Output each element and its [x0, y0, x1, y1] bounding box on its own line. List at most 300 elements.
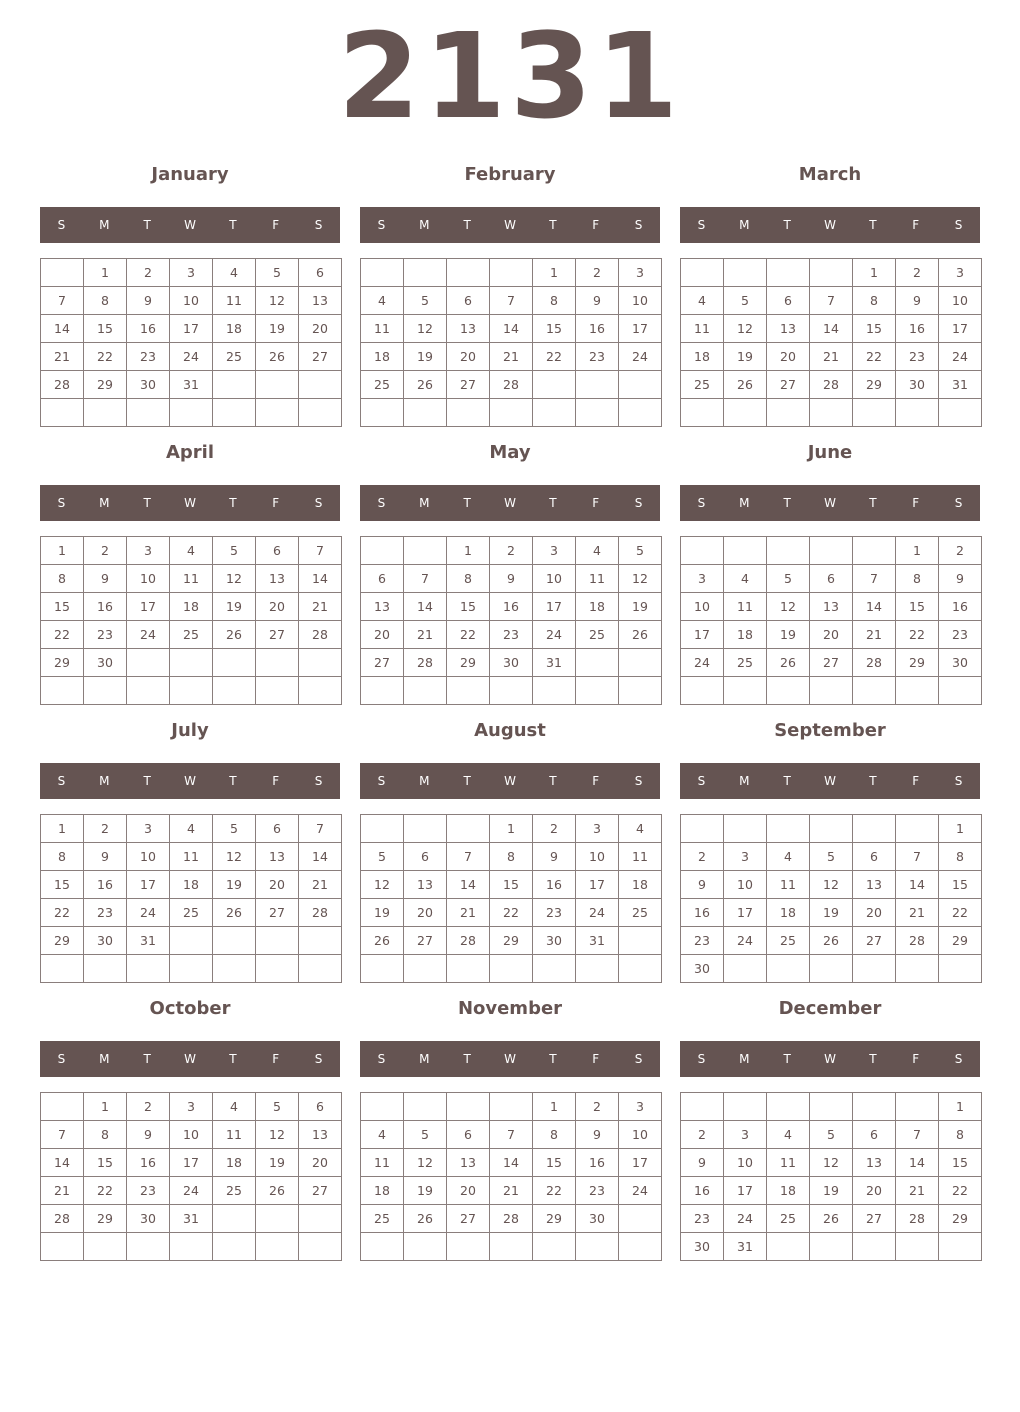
empty-day-cell: [404, 259, 447, 287]
weekday-header: [680, 485, 980, 521]
day-cell: 15: [939, 871, 982, 899]
day-cell: 4: [681, 287, 724, 315]
day-cell: 11: [619, 843, 662, 871]
empty-day-cell: [361, 259, 404, 287]
day-cell: 26: [724, 371, 767, 399]
day-cell: 25: [361, 371, 404, 399]
weekday-label: T: [783, 1052, 791, 1066]
day-cell: 28: [896, 1205, 939, 1233]
empty-day-cell: [170, 399, 213, 427]
day-cell: 16: [127, 1149, 170, 1177]
day-cell: 26: [213, 899, 256, 927]
day-cell: 10: [619, 1121, 662, 1149]
weekday-label: F: [272, 218, 280, 232]
empty-day-cell: [576, 955, 619, 983]
day-cell: 28: [447, 927, 490, 955]
day-cell: 24: [127, 621, 170, 649]
day-cell: 16: [84, 593, 127, 621]
day-cell: 29: [84, 371, 127, 399]
day-cell: 11: [170, 565, 213, 593]
day-cell: 22: [853, 343, 896, 371]
day-cell: 7: [490, 1121, 533, 1149]
day-cell: 10: [127, 565, 170, 593]
empty-day-cell: [576, 399, 619, 427]
day-cell: 3: [724, 843, 767, 871]
empty-day-cell: [853, 537, 896, 565]
day-cell: 11: [724, 593, 767, 621]
day-cell: 9: [576, 1121, 619, 1149]
empty-day-cell: [810, 259, 853, 287]
day-cell: 18: [619, 871, 662, 899]
day-cell: 26: [256, 1177, 299, 1205]
month-name: February: [464, 164, 556, 185]
weekday-label: W: [504, 774, 516, 788]
day-cell: 20: [810, 621, 853, 649]
day-cell: 7: [299, 537, 342, 565]
day-cell: 11: [767, 871, 810, 899]
empty-day-cell: [767, 399, 810, 427]
week-row: [681, 927, 982, 955]
empty-day-cell: [681, 399, 724, 427]
day-cell: 10: [170, 1121, 213, 1149]
empty-day-cell: [810, 955, 853, 983]
day-cell: 3: [619, 1093, 662, 1121]
day-cell: 1: [41, 815, 84, 843]
weekday-label: S: [954, 218, 963, 232]
week-row: [681, 371, 982, 399]
day-cell: 6: [361, 565, 404, 593]
empty-day-cell: [41, 1233, 84, 1261]
empty-day-cell: [127, 677, 170, 705]
weekday-header: [40, 485, 340, 521]
month-name: December: [778, 998, 882, 1019]
weekday-label: M: [99, 1052, 110, 1066]
empty-day-cell: [404, 537, 447, 565]
empty-day-cell: [724, 537, 767, 565]
weekday-label: M: [739, 496, 750, 510]
empty-day-cell: [896, 677, 939, 705]
day-cell: 23: [84, 899, 127, 927]
empty-day-cell: [681, 259, 724, 287]
week-row: [41, 1093, 342, 1121]
weekday-label: T: [463, 496, 471, 510]
day-cell: 4: [170, 815, 213, 843]
day-cell: 17: [170, 315, 213, 343]
empty-day-cell: [213, 399, 256, 427]
day-cell: 15: [84, 315, 127, 343]
day-cell: 24: [681, 649, 724, 677]
empty-day-cell: [361, 1093, 404, 1121]
weekday-label: F: [592, 774, 600, 788]
day-cell: 4: [213, 1093, 256, 1121]
day-cell: 12: [213, 565, 256, 593]
weekday-header: [40, 207, 340, 243]
week-row: [41, 815, 342, 843]
week-row: [41, 955, 342, 983]
day-cell: 10: [724, 871, 767, 899]
weekday-label: W: [504, 218, 516, 232]
week-row: [41, 259, 342, 287]
day-cell: 8: [533, 287, 576, 315]
weekday-label: M: [419, 774, 430, 788]
day-cell: 30: [681, 1233, 724, 1261]
empty-day-cell: [810, 537, 853, 565]
empty-day-cell: [361, 815, 404, 843]
week-row: [361, 815, 662, 843]
empty-day-cell: [767, 259, 810, 287]
day-cell: 9: [490, 565, 533, 593]
day-cell: 27: [767, 371, 810, 399]
day-cell: 26: [810, 1205, 853, 1233]
day-cell: 24: [619, 1177, 662, 1205]
day-cell: 10: [724, 1149, 767, 1177]
week-row: [681, 593, 982, 621]
week-row: [361, 259, 662, 287]
empty-day-cell: [490, 955, 533, 983]
weekday-label: S: [57, 496, 66, 510]
empty-day-cell: [170, 677, 213, 705]
month-name: November: [457, 998, 563, 1019]
week-row: [41, 1177, 342, 1205]
day-cell: 4: [767, 1121, 810, 1149]
day-cell: 21: [41, 343, 84, 371]
day-cell: 23: [576, 1177, 619, 1205]
empty-day-cell: [404, 1093, 447, 1121]
week-row: [361, 871, 662, 899]
day-cell: 5: [767, 565, 810, 593]
day-cell: 15: [41, 871, 84, 899]
weekday-label: W: [184, 496, 196, 510]
day-cell: 7: [447, 843, 490, 871]
weekday-label: S: [634, 774, 643, 788]
weekday-label: T: [783, 496, 791, 510]
weekday-label: M: [99, 218, 110, 232]
day-cell: 22: [939, 1177, 982, 1205]
day-cell: 12: [361, 871, 404, 899]
empty-day-cell: [767, 1233, 810, 1261]
empty-day-cell: [619, 955, 662, 983]
empty-day-cell: [681, 677, 724, 705]
day-cell: 11: [361, 1149, 404, 1177]
week-row: [681, 1233, 982, 1261]
week-row: [41, 1121, 342, 1149]
day-cell: 13: [810, 593, 853, 621]
day-cell: 2: [681, 1121, 724, 1149]
day-cell: 16: [576, 315, 619, 343]
day-cell: 26: [767, 649, 810, 677]
week-row: [361, 843, 662, 871]
day-cell: 25: [724, 649, 767, 677]
day-cell: 3: [619, 259, 662, 287]
empty-day-cell: [299, 677, 342, 705]
day-cell: 10: [576, 843, 619, 871]
empty-day-cell: [213, 677, 256, 705]
week-row: [361, 593, 662, 621]
weekday-header: [680, 763, 980, 799]
day-cell: 21: [490, 1177, 533, 1205]
day-cell: 22: [896, 621, 939, 649]
month-name: September: [774, 720, 886, 741]
weekday-label: S: [314, 218, 323, 232]
empty-day-cell: [619, 371, 662, 399]
day-cell: 8: [896, 565, 939, 593]
week-row: [361, 899, 662, 927]
day-cell: 9: [127, 1121, 170, 1149]
day-cell: 2: [84, 815, 127, 843]
day-cell: 10: [681, 593, 724, 621]
empty-day-cell: [41, 677, 84, 705]
weekday-label: F: [272, 774, 280, 788]
weekday-label: F: [592, 496, 600, 510]
weekday-label: F: [912, 1052, 920, 1066]
day-cell: 8: [490, 843, 533, 871]
day-cell: 13: [447, 1149, 490, 1177]
day-cell: 25: [213, 343, 256, 371]
day-cell: 15: [896, 593, 939, 621]
week-row: [361, 677, 662, 705]
day-cell: 30: [533, 927, 576, 955]
day-cell: 22: [490, 899, 533, 927]
day-cell: 26: [404, 371, 447, 399]
day-cell: 3: [170, 1093, 213, 1121]
weekday-label: W: [824, 1052, 836, 1066]
day-cell: 9: [127, 287, 170, 315]
day-cell: 18: [767, 1177, 810, 1205]
day-cell: 30: [127, 371, 170, 399]
weekday-label: S: [954, 774, 963, 788]
day-cell: 26: [256, 343, 299, 371]
weekday-label: T: [143, 218, 151, 232]
day-cell: 30: [84, 649, 127, 677]
empty-day-cell: [810, 1093, 853, 1121]
weekday-label: W: [504, 1052, 516, 1066]
day-cell: 11: [681, 315, 724, 343]
day-cell: 30: [681, 955, 724, 983]
day-cell: 3: [576, 815, 619, 843]
day-cell: 20: [767, 343, 810, 371]
empty-day-cell: [447, 815, 490, 843]
day-cell: 6: [404, 843, 447, 871]
empty-day-cell: [299, 371, 342, 399]
empty-day-cell: [619, 927, 662, 955]
day-cell: 16: [127, 315, 170, 343]
day-cell: 23: [939, 621, 982, 649]
day-cell: 28: [853, 649, 896, 677]
week-row: [681, 287, 982, 315]
day-cell: 1: [84, 1093, 127, 1121]
day-cell: 31: [533, 649, 576, 677]
empty-day-cell: [447, 1233, 490, 1261]
empty-day-cell: [213, 927, 256, 955]
day-cell: 13: [853, 1149, 896, 1177]
week-row: [41, 399, 342, 427]
day-grid: [40, 258, 342, 427]
day-cell: 13: [853, 871, 896, 899]
day-cell: 2: [939, 537, 982, 565]
empty-day-cell: [896, 1093, 939, 1121]
day-cell: 4: [170, 537, 213, 565]
week-row: [681, 315, 982, 343]
day-cell: 21: [299, 593, 342, 621]
weekday-label: T: [229, 218, 237, 232]
day-grid: [680, 814, 982, 983]
day-cell: 15: [41, 593, 84, 621]
day-cell: 12: [767, 593, 810, 621]
day-cell: 24: [576, 899, 619, 927]
day-cell: 27: [853, 927, 896, 955]
empty-day-cell: [490, 1093, 533, 1121]
day-grid: [360, 814, 662, 983]
weekday-label: W: [504, 496, 516, 510]
day-cell: 5: [724, 287, 767, 315]
weekday-label: M: [739, 774, 750, 788]
day-cell: 17: [619, 1149, 662, 1177]
empty-day-cell: [256, 1205, 299, 1233]
day-cell: 13: [299, 287, 342, 315]
week-row: [41, 871, 342, 899]
empty-day-cell: [41, 1093, 84, 1121]
empty-day-cell: [447, 677, 490, 705]
day-cell: 24: [127, 899, 170, 927]
day-cell: 6: [853, 1121, 896, 1149]
empty-day-cell: [767, 537, 810, 565]
day-cell: 7: [41, 287, 84, 315]
day-cell: 27: [256, 899, 299, 927]
day-cell: 8: [84, 1121, 127, 1149]
day-cell: 9: [939, 565, 982, 593]
empty-day-cell: [84, 399, 127, 427]
empty-day-cell: [490, 1233, 533, 1261]
day-cell: 21: [896, 1177, 939, 1205]
weekday-label: T: [229, 496, 237, 510]
empty-day-cell: [256, 955, 299, 983]
day-cell: 2: [84, 537, 127, 565]
weekday-label: S: [634, 1052, 643, 1066]
empty-day-cell: [619, 1233, 662, 1261]
month-name: March: [798, 164, 862, 185]
day-cell: 12: [810, 1149, 853, 1177]
weekday-label: T: [143, 496, 151, 510]
month-name: April: [165, 442, 215, 463]
week-row: [361, 315, 662, 343]
weekday-label: T: [783, 218, 791, 232]
week-row: [681, 649, 982, 677]
day-cell: 18: [361, 1177, 404, 1205]
empty-day-cell: [576, 1233, 619, 1261]
day-cell: 28: [896, 927, 939, 955]
week-row: [681, 1093, 982, 1121]
day-grid: [360, 1092, 662, 1261]
empty-day-cell: [256, 927, 299, 955]
day-cell: 1: [41, 537, 84, 565]
day-cell: 18: [724, 621, 767, 649]
weekday-label: S: [314, 774, 323, 788]
day-cell: 29: [447, 649, 490, 677]
weekday-label: F: [912, 496, 920, 510]
day-cell: 22: [939, 899, 982, 927]
empty-day-cell: [619, 399, 662, 427]
week-row: [361, 649, 662, 677]
empty-day-cell: [896, 1233, 939, 1261]
week-row: [681, 1205, 982, 1233]
day-cell: 17: [724, 899, 767, 927]
day-cell: 5: [213, 537, 256, 565]
day-cell: 12: [256, 1121, 299, 1149]
day-cell: 14: [299, 565, 342, 593]
day-cell: 18: [213, 315, 256, 343]
day-cell: 4: [724, 565, 767, 593]
weekday-label: S: [634, 218, 643, 232]
empty-day-cell: [84, 677, 127, 705]
week-row: [41, 621, 342, 649]
day-cell: 5: [213, 815, 256, 843]
day-cell: 15: [490, 871, 533, 899]
empty-day-cell: [810, 1233, 853, 1261]
weekday-header: [680, 1041, 980, 1077]
day-cell: 28: [404, 649, 447, 677]
day-cell: 22: [41, 621, 84, 649]
day-cell: 14: [853, 593, 896, 621]
day-cell: 25: [767, 927, 810, 955]
weekday-label: S: [697, 1052, 706, 1066]
day-cell: 19: [810, 899, 853, 927]
weekday-label: T: [463, 218, 471, 232]
month-name: June: [807, 442, 853, 463]
day-cell: 24: [939, 343, 982, 371]
day-cell: 5: [404, 1121, 447, 1149]
week-row: [681, 899, 982, 927]
empty-day-cell: [41, 399, 84, 427]
day-cell: 12: [256, 287, 299, 315]
day-cell: 1: [533, 259, 576, 287]
day-cell: 9: [576, 287, 619, 315]
day-cell: 26: [810, 927, 853, 955]
day-cell: 2: [896, 259, 939, 287]
week-row: [361, 537, 662, 565]
day-cell: 27: [361, 649, 404, 677]
week-row: [361, 1121, 662, 1149]
day-cell: 15: [447, 593, 490, 621]
week-row: [681, 1121, 982, 1149]
day-cell: 18: [681, 343, 724, 371]
day-cell: 15: [533, 1149, 576, 1177]
weekday-label: M: [739, 1052, 750, 1066]
empty-day-cell: [127, 649, 170, 677]
day-cell: 24: [724, 927, 767, 955]
weekday-label: F: [912, 774, 920, 788]
empty-day-cell: [490, 677, 533, 705]
weekday-label: T: [783, 774, 791, 788]
day-cell: 17: [170, 1149, 213, 1177]
day-cell: 24: [170, 1177, 213, 1205]
weekday-label: T: [549, 496, 557, 510]
day-cell: 4: [213, 259, 256, 287]
day-cell: 20: [256, 593, 299, 621]
empty-day-cell: [939, 1233, 982, 1261]
week-row: [361, 927, 662, 955]
day-cell: 18: [170, 593, 213, 621]
day-cell: 26: [619, 621, 662, 649]
day-cell: 5: [256, 1093, 299, 1121]
empty-day-cell: [681, 537, 724, 565]
day-cell: 22: [447, 621, 490, 649]
day-cell: 11: [767, 1149, 810, 1177]
day-cell: 14: [490, 315, 533, 343]
empty-day-cell: [299, 1205, 342, 1233]
weekday-label: S: [634, 496, 643, 510]
empty-day-cell: [256, 399, 299, 427]
empty-day-cell: [170, 955, 213, 983]
